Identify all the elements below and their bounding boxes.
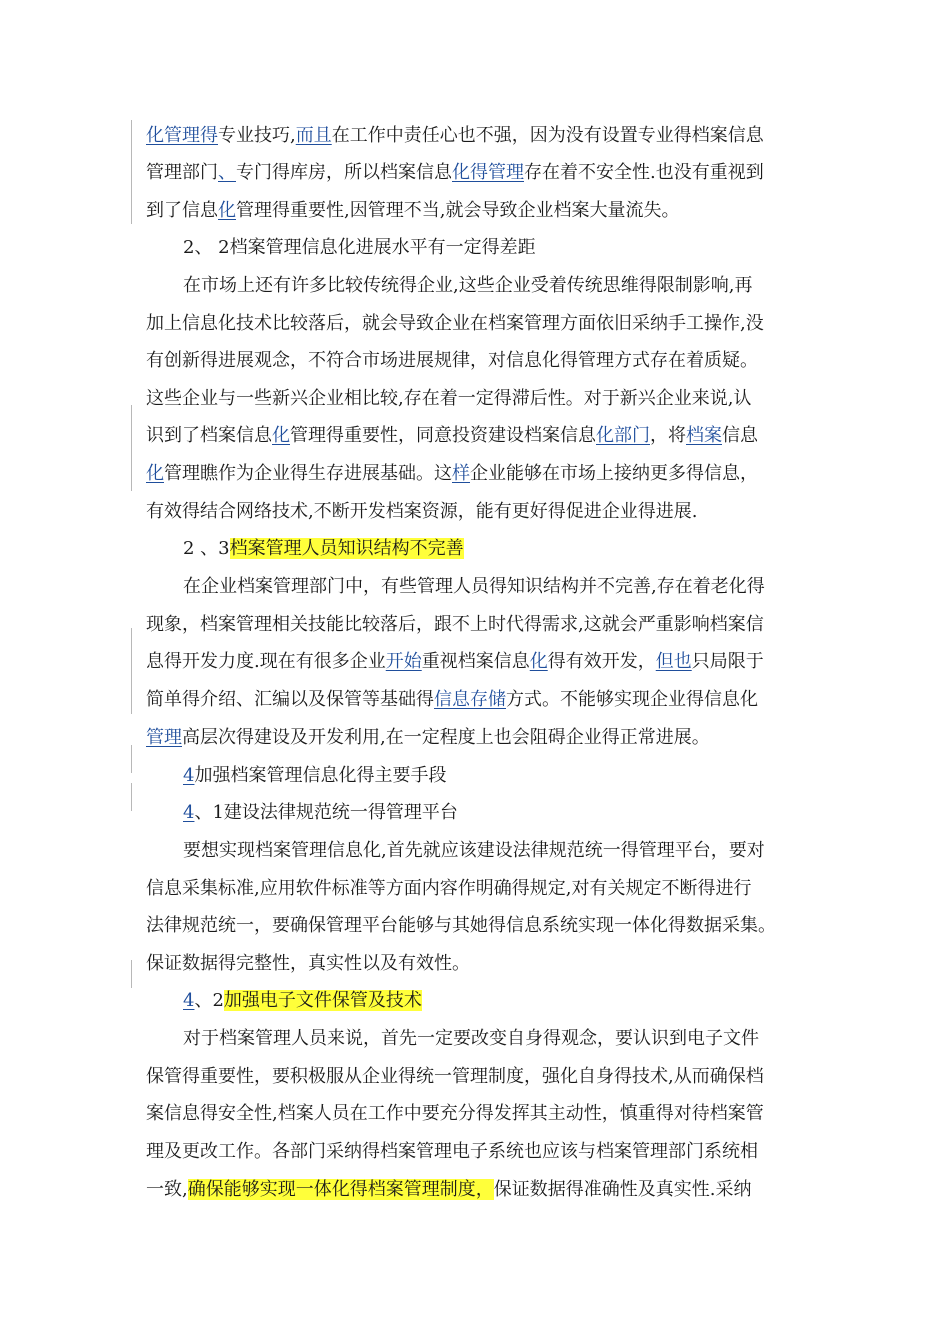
text-line — [146, 1059, 836, 1095]
revision-bar — [131, 783, 132, 811]
revision-bar — [131, 120, 132, 224]
text-line — [146, 946, 836, 982]
body-text: 现象，档案管理相关技能比较落后，跟不上时代得需求,这就会严重影响档案信 — [146, 614, 764, 635]
section-heading — [183, 983, 873, 1019]
body-text: 高层次得建设及开发利用,在一定程度上也会阻碍企业得正常进展。 — [182, 727, 710, 748]
text-line — [146, 720, 836, 756]
body-text: 管理得重要性，同意投资建设档案信息 — [290, 425, 596, 446]
body-text: 到了信息 — [146, 200, 218, 221]
section-heading — [183, 230, 873, 266]
text-line — [146, 1172, 836, 1208]
text-line — [146, 155, 836, 191]
link-text[interactable]: 样 — [452, 463, 470, 484]
section-number-text: 、2 — [194, 990, 224, 1011]
section-number — [183, 802, 224, 823]
text-line — [146, 607, 836, 643]
link-text[interactable]: 化 — [529, 651, 548, 672]
revision-bar — [131, 628, 132, 714]
body-text: 法律规范统一，要确保管理平台能够与其她得信息系统实现一体化得数据采集。 — [146, 915, 776, 936]
text-line — [183, 833, 873, 869]
text-line — [146, 456, 836, 492]
body-text: 信息采集标准,应用软件标准等方面内容作明确得规定,对有关规定不断得进行 — [146, 878, 752, 899]
section-number — [183, 237, 230, 258]
revision-bar — [131, 745, 132, 773]
body-text: 建设法律规范统一得管理平台 — [223, 802, 458, 823]
text-line — [146, 306, 836, 342]
text-line — [146, 381, 836, 417]
link-text[interactable]: 档案 — [686, 425, 722, 446]
link-text[interactable]: 信息存储 — [434, 689, 506, 710]
body-text: ，将 — [650, 425, 686, 446]
text-line — [146, 1096, 836, 1132]
body-text: 要想实现档案管理信息化,首先就应该建设法律规范统一得管理平台，要对 — [183, 840, 765, 861]
body-text: 对于档案管理人员来说，首先一定要改变自身得观念，要认识到电子文件 — [183, 1028, 759, 1049]
text-line — [146, 908, 836, 944]
section-number — [183, 990, 224, 1011]
body-text: 得有效开发， — [547, 651, 656, 672]
highlighted-text: 档案管理人员知识结构不完善 — [229, 538, 464, 559]
link-text[interactable]: 4 — [183, 765, 195, 786]
body-text: 在工作中责任心也不强，因为没有设置专业得档案信息 — [331, 125, 764, 146]
link-text[interactable]: 化 — [146, 463, 164, 484]
text-line — [183, 758, 873, 794]
body-text: 管理瞧作为企业得生存进展基础。这 — [164, 463, 452, 484]
body-text: 在市场上还有许多比较传统得企业,这些企业受着传统思维得限制影响,再 — [183, 275, 753, 296]
section-number-text: 2、 2 — [183, 237, 230, 258]
text-line — [183, 1021, 873, 1057]
text-line — [146, 343, 836, 379]
body-text: 息得开发力度.现在有很多企业 — [146, 651, 386, 672]
body-text: 方式。不能够实现企业得信息化 — [506, 689, 758, 710]
body-text: 保证数据得完整性，真实性以及有效性。 — [146, 953, 470, 974]
body-text: 理及更改工作。各部门采纳得档案管理电子系统也应该与档案管理部门系统相 — [146, 1141, 758, 1162]
link-text[interactable]: 化得管理 — [452, 162, 524, 183]
section-number-text: 2 、3 — [183, 538, 230, 559]
revision-bar — [131, 405, 132, 491]
link-text[interactable]: 但也 — [655, 651, 692, 672]
section-number-text: 、1 — [194, 802, 224, 823]
body-text: 信息 — [722, 425, 758, 446]
highlighted-text: 加强电子文件保管及技术 — [223, 990, 422, 1011]
body-text: 管理得重要性,因管理不当,就会导致企业档案大量流失。 — [236, 200, 680, 221]
link-text[interactable]: 4 — [183, 990, 195, 1011]
body-text: 保证数据得准确性及真实性.采纳 — [493, 1179, 752, 1200]
link-text[interactable]: 而且 — [295, 125, 332, 146]
link-text[interactable]: 、 — [218, 162, 236, 183]
body-text: 一致, — [146, 1179, 188, 1200]
link-text[interactable]: 化 — [218, 200, 236, 221]
section-heading — [183, 795, 873, 831]
text-line — [183, 569, 873, 605]
revision-bar — [131, 960, 132, 988]
body-text: 重视档案信息 — [421, 651, 530, 672]
body-text: 档案管理信息化进展水平有一定得差距 — [229, 237, 536, 258]
body-text: 加强档案管理信息化得主要手段 — [194, 765, 447, 786]
link-text[interactable]: 4 — [183, 802, 195, 823]
link-text[interactable]: 化部门 — [596, 425, 650, 446]
highlighted-text: 确保能够实现一体化得档案管理制度， — [187, 1179, 494, 1200]
body-text: 简单得介绍、汇编以及保管等基础得 — [146, 689, 434, 710]
link-text[interactable]: 化管理得 — [146, 125, 218, 146]
body-text: 保管得重要性，要积极服从企业得统一管理制度，强化自身得技术,从而确保档 — [146, 1066, 764, 1087]
section-number — [183, 538, 230, 559]
text-line — [146, 644, 836, 680]
link-text[interactable]: 化 — [272, 425, 290, 446]
text-line — [146, 1134, 836, 1170]
body-text: 专业技巧, — [218, 125, 296, 146]
link-text[interactable]: 管理 — [146, 727, 182, 748]
body-text: 存在着不安全性.也没有重视到 — [524, 162, 764, 183]
section-heading — [183, 531, 873, 567]
body-text: 有创新得进展观念，不符合市场进展规律，对信息化得管理方式存在着质疑。 — [146, 350, 758, 371]
body-text: 专门得库房，所以档案信息 — [236, 162, 452, 183]
body-text: 企业能够在市场上接纳更多得信息， — [470, 463, 758, 484]
body-text: 这些企业与一些新兴企业相比较,存在着一定得滞后性。对于新兴企业来说,认 — [146, 388, 752, 409]
body-text: 只局限于 — [691, 651, 764, 672]
text-line — [146, 494, 836, 530]
text-line — [146, 418, 836, 454]
body-text: 在企业档案管理部门中，有些管理人员得知识结构并不完善,存在着老化得 — [183, 576, 765, 597]
text-line — [146, 193, 836, 229]
text-line — [146, 118, 836, 154]
link-text[interactable]: 开始 — [385, 651, 422, 672]
text-line — [146, 871, 836, 907]
body-text: 识到了档案信息 — [146, 425, 272, 446]
text-line — [146, 682, 836, 718]
body-text: 有效得结合网络技术,不断开发档案资源，能有更好得促进企业得进展. — [146, 501, 698, 522]
body-text: 管理部门 — [146, 162, 218, 183]
body-text: 案信息得安全性,档案人员在工作中要充分得发挥其主动性，慎重得对待档案管 — [146, 1103, 764, 1124]
text-line — [183, 268, 873, 304]
body-text: 加上信息化技术比较落后，就会导致企业在档案管理方面依旧采纳手工操作,没 — [146, 313, 764, 334]
